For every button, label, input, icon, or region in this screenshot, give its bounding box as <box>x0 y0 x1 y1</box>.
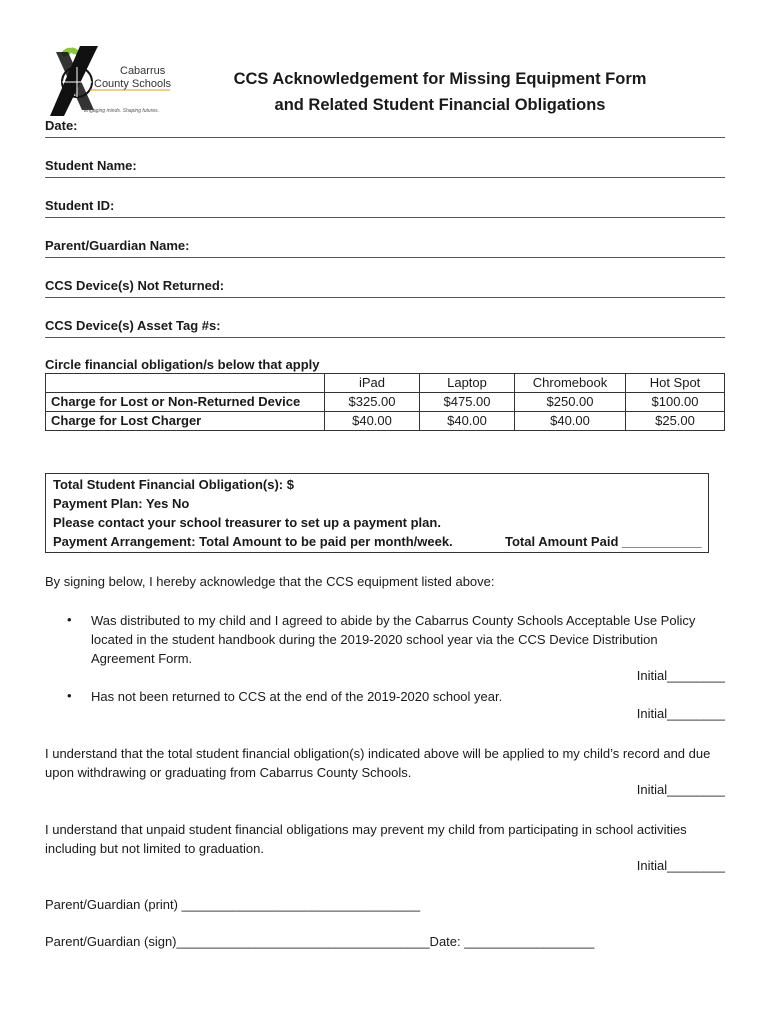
acknowledge-paragraph-2: I understand that unpaid student financial obligations may prevent my child from participating in school activities including but not limited to graduation. <box>45 822 687 856</box>
payment-arrangement-field[interactable]: Payment Arrangement: Total Amount to be paid per month/week. <box>53 534 453 549</box>
total-paid-field[interactable]: Total Amount Paid ___________ <box>505 534 702 549</box>
initial-field-3[interactable]: Initial________ <box>636 782 725 797</box>
table-row <box>46 393 725 412</box>
fee-cell[interactable]: $25.00 <box>626 412 725 431</box>
column-header: iPad <box>325 374 420 393</box>
row-label: Charge for Lost Charger <box>46 412 325 431</box>
guardian-sign-field[interactable]: Parent/Guardian (sign)___________________________________Date: __________________ <box>45 934 595 949</box>
fees-header-blank <box>46 374 325 393</box>
row-label: Charge for Lost or Non-Returned Device <box>46 393 325 412</box>
fee-cell[interactable]: $250.00 <box>515 393 626 412</box>
fee-cell[interactable]: $40.00 <box>420 412 515 431</box>
logo-tagline: Engaging minds. Shaping futures. <box>84 108 160 114</box>
fees-caption: Circle financial obligation/s below that apply <box>45 357 320 372</box>
acknowledge-intro: By signing below, I hereby acknowledge that the CCS equipment listed above: <box>45 574 495 589</box>
acknowledge-bullet-2: Has not been returned to CCS at the end of the 2019-2020 school year. <box>91 689 503 704</box>
column-header: Hot Spot <box>626 374 725 393</box>
district-logo <box>50 44 180 124</box>
column-header: Laptop <box>420 374 515 393</box>
student-id-field[interactable]: Student ID: <box>45 197 725 218</box>
initial-field-1[interactable]: Initial________ <box>636 668 725 683</box>
student-name-field[interactable]: Student Name: <box>45 157 725 178</box>
guardian-name-field[interactable]: Parent/Guardian Name: <box>45 237 725 258</box>
fees-header-row <box>46 374 725 393</box>
date-field[interactable]: Date: <box>45 117 725 138</box>
payment-plan-choice[interactable]: Payment Plan: Yes No <box>53 496 190 511</box>
contact-treasurer-note: Please contact your school treasurer to set up a payment plan. <box>53 515 441 530</box>
financial-obligation-box <box>45 473 709 553</box>
guardian-print-field[interactable]: Parent/Guardian (print) _________________________________ <box>45 897 421 912</box>
bullet-dot: • <box>67 612 72 627</box>
fee-cell[interactable]: $325.00 <box>325 393 420 412</box>
bullet-dot: • <box>67 688 72 703</box>
table-row <box>46 412 725 431</box>
initial-field-2[interactable]: Initial________ <box>636 706 725 721</box>
logo-name-line1: Cabarrus <box>120 65 166 77</box>
total-obligation-field[interactable]: Total Student Financial Obligation(s): $ <box>53 477 294 492</box>
form-title-line2: and Related Student Financial Obligations <box>274 96 606 114</box>
asset-tags-field[interactable]: CCS Device(s) Asset Tag #s: <box>45 317 725 338</box>
initial-field-4[interactable]: Initial________ <box>636 858 725 873</box>
acknowledge-paragraph-1: I understand that the total student financial obligation(s) indicated above will be applied to my child’s record and due upon withdrawing or graduating from Cabarrus County Schools. <box>45 746 711 780</box>
column-header: Chromebook <box>515 374 626 393</box>
fee-cell[interactable]: $40.00 <box>325 412 420 431</box>
fee-cell[interactable]: $40.00 <box>515 412 626 431</box>
acknowledge-bullet-1: Was distributed to my child and I agreed to abide by the Cabarrus County Schools Acceptable Use Policy located in the student handbook during the 2019-2020 school year via the CCS Device Distribution Agreement Form. <box>91 613 696 666</box>
logo-mark <box>50 44 180 124</box>
fee-cell[interactable]: $475.00 <box>420 393 515 412</box>
fees-table <box>45 373 725 431</box>
logo-name-line2: County Schools <box>94 78 172 90</box>
devices-not-returned-field[interactable]: CCS Device(s) Not Returned: <box>45 277 725 298</box>
fee-cell[interactable]: $100.00 <box>626 393 725 412</box>
form-title-line1: CCS Acknowledgement for Missing Equipment Form <box>233 70 647 88</box>
